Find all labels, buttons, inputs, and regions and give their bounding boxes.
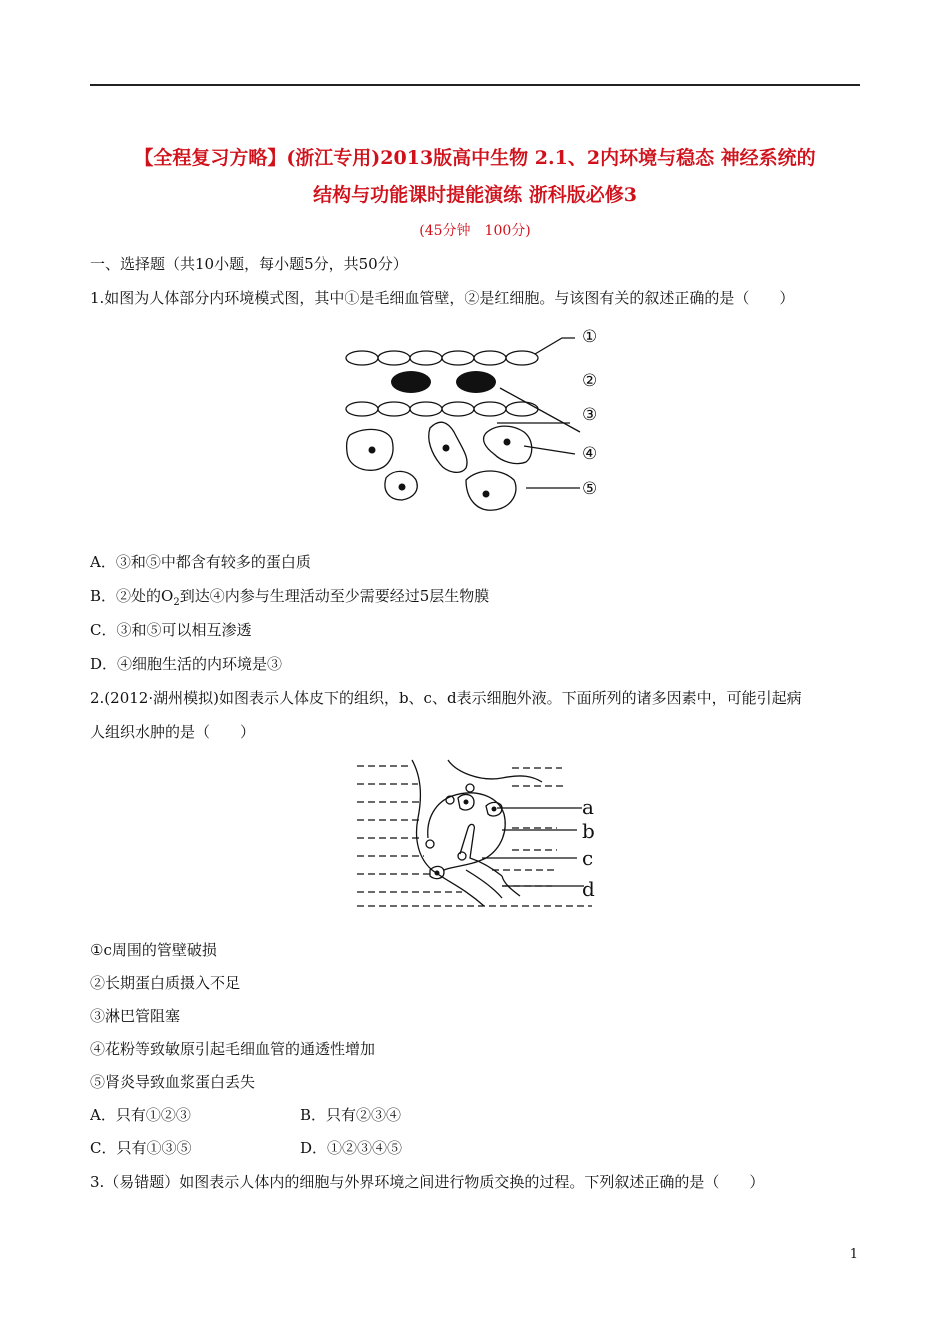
q2-item-4: ④花粉等致敏原引起毛细血管的通透性增加 <box>90 1040 376 1058</box>
section-heading: 一、选择题（共10小题，每小题5分，共50分） <box>90 255 408 273</box>
q1-stem: 1.如图为人体部分内环境模式图，其中①是毛细血管壁，②是红细胞。与该图有关的叙述正确的是（ ） <box>90 289 795 307</box>
q1-fig-label-4: ④ <box>582 444 598 464</box>
q2-option-a: A．只有①②③ <box>90 1106 191 1124</box>
q2-option-b: B．只有②③④ <box>300 1106 402 1124</box>
q1-option-b: B．②处的$O_2$到达④内参与生理活动至少需要经过5层生物膜 <box>90 587 490 608</box>
q1-fig-label-3: ③ <box>582 405 598 425</box>
q2-item-1: ①c周围的管壁破损 <box>90 941 217 959</box>
q2-item-2: ②长期蛋白质摄入不足 <box>90 974 241 992</box>
doc-title-line1: 【全程复习方略】(浙江专用)2013版高中生物 2.1、2内环境与稳态 神经系统的 <box>134 147 816 169</box>
q1-option-a: A．③和⑤中都含有较多的蛋白质 <box>90 553 311 571</box>
q1-figure <box>330 318 620 518</box>
q2-item-3: ③淋巴管阻塞 <box>90 1007 181 1025</box>
q2-fig-label-d: d <box>582 877 595 901</box>
q2-fig-label-c: c <box>582 846 594 870</box>
doc-subtitle: (45分钟 100分) <box>419 223 531 239</box>
q2-option-c: C．只有①③⑤ <box>90 1139 192 1157</box>
q1-option-c: C．③和⑤可以相互渗透 <box>90 621 252 639</box>
q2-item-5: ⑤肾炎导致血浆蛋白丢失 <box>90 1073 256 1091</box>
q2-figure <box>352 758 612 910</box>
q3-stem: 3.（易错题）如图表示人体内的细胞与外界环境之间进行物质交换的过程。下列叙述正确的是（ ） <box>90 1173 765 1191</box>
doc-title-line2: 结构与功能课时提能演练 浙科版必修3 <box>313 184 637 206</box>
q2-option-d: D．①②③④⑤ <box>300 1139 403 1157</box>
q2-fig-label-b: b <box>582 819 595 843</box>
q1-fig-label-2: ② <box>582 371 598 391</box>
q1-fig-label-1: ① <box>582 327 598 347</box>
q1-fig-label-5: ⑤ <box>582 479 598 499</box>
page-number: 1 <box>849 1247 858 1262</box>
q2-fig-label-a: a <box>582 795 594 819</box>
q1-option-d: D．④细胞生活的内环境是③ <box>90 655 283 673</box>
q2-stem-line2: 人组织水肿的是（ ） <box>90 723 256 741</box>
header-rule <box>90 84 860 86</box>
q2-stem-line1: 2.(2012·湖州模拟)如图表示人体皮下的组织，b、c、d表示细胞外液。下面所列的诸多因素中，可能引起病 <box>90 689 802 707</box>
